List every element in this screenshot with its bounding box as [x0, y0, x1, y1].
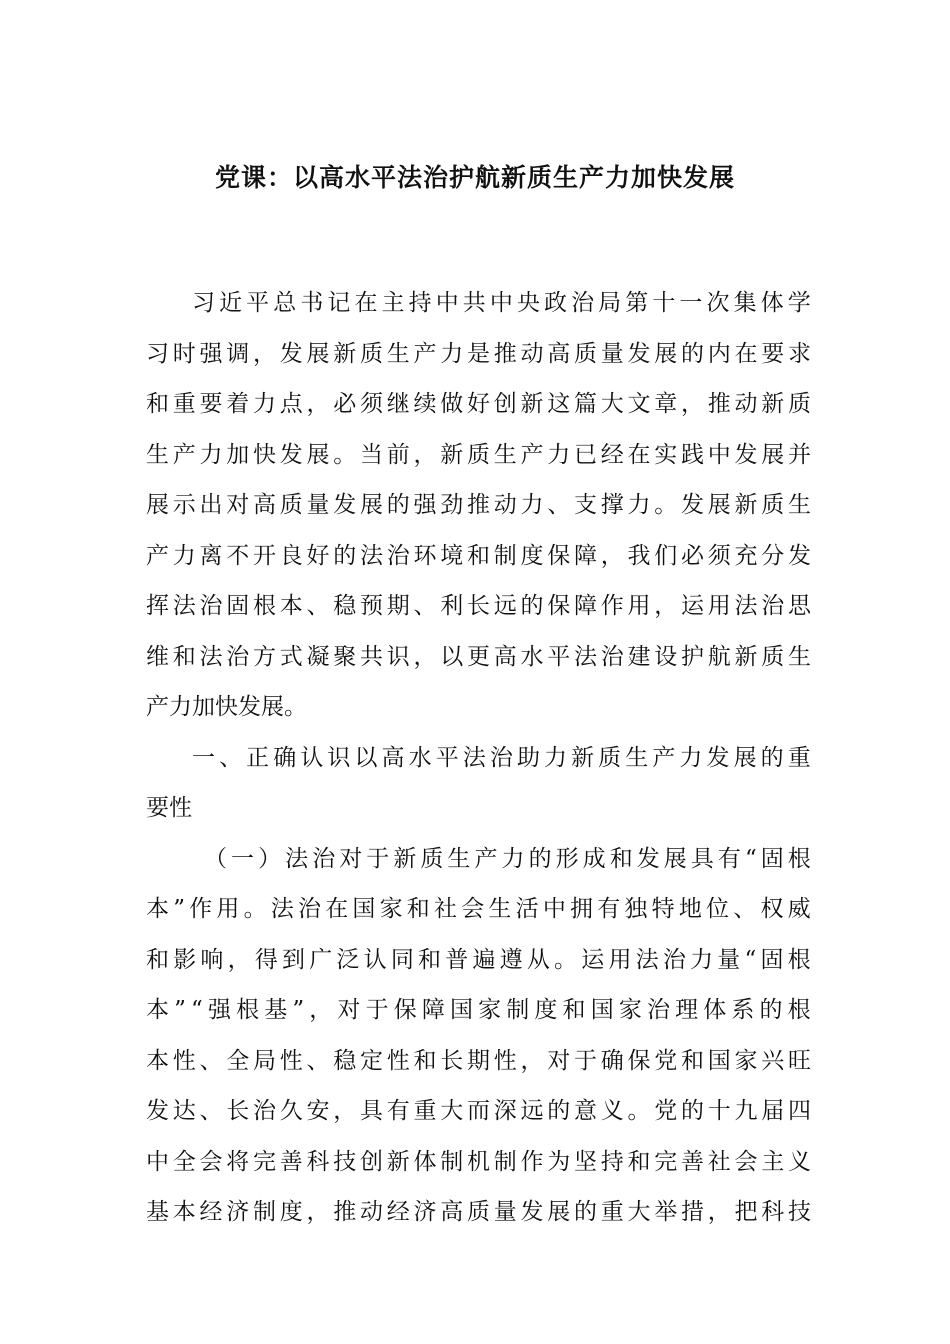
body-line: 本 ” “ 强 根 基 ” ， 对 于 保 障 国 家 制 度 和 国 家 治 理 体 系 的 根 [146, 997, 811, 1023]
body-line: 本 ” 作 用 。 法 治 在 国 家 和 社 会 生 活 中 拥 有 独 特 地 位 、 权 威 [146, 896, 811, 922]
body-line: （ 一 ） 法 治 对 于 新 质 生 产 力 的 形 成 和 发 展 具 有 “ 固 根 [204, 845, 811, 872]
body-line: 产 力 离 不 开 良 好 的 法 治 环 境 和 制 度 保 障 ， 我 们 必 须 充 分 发 [146, 542, 811, 569]
body-line: 发 达 、 长 治 久 安 ， 具 有 重 大 而 深 远 的 意 义 。 党 的 十 九 届 四 [146, 1098, 811, 1124]
body-line: 一 、 正 确 认 识 以 高 水 平 法 治 助 力 新 质 生 产 力 发 展 的 重 [192, 744, 811, 771]
body-line: 习 近 平 总 书 记 在 主 持 中 共 中 央 政 治 局 第 十 一 次 集 体 学 [192, 290, 811, 316]
body-line: 产力加快发展。 [146, 694, 307, 720]
body-line: 维 和 法 治 方 式 凝 聚 共 识 ， 以 更 高 水 平 法 治 建 设 护 航 新 质 生 [146, 643, 811, 670]
body-line: 基 本 经 济 制 度 ， 推 动 经 济 高 质 量 发 展 的 重 大 举 措 ， 把 科 技 [146, 1199, 811, 1225]
body-line: 生 产 力 加 快 发 展 。 当 前 ， 新 质 生 产 力 已 经 在 实 践 中 发 展 并 [146, 441, 811, 468]
body-line: 和 重 要 着 力 点 ， 必 须 继 续 做 好 创 新 这 篇 大 文 章 ， 推 动 新 质 [146, 391, 811, 417]
body-line: 要性 [146, 795, 192, 821]
document-body [146, 278, 811, 1238]
body-line: 和 影 响 ， 得 到 广 泛 认 同 和 普 遍 遵 从 。 运 用 法 治 力 量 “ 固 根 [146, 946, 811, 973]
body-line: 展 示 出 对 高 质 量 发 展 的 强 劲 推 动 力 、 支 撑 力 。 发 展 新 质 生 [146, 492, 811, 518]
body-line: 挥 法 治 固 根 本 、 稳 预 期 、 利 长 远 的 保 障 作 用 ， 运 用 法 治 思 [146, 593, 811, 619]
body-line: 中 全 会 将 完 善 科 技 创 新 体 制 机 制 作 为 坚 持 和 完 善 社 会 主 义 [146, 1148, 811, 1175]
document-title: 党课：以高水平法治护航新质生产力加快发展 [214, 163, 735, 192]
body-line: 本 性 、 全 局 性 、 稳 定 性 和 长 期 性 ， 对 于 确 保 党 和 国 家 兴 旺 [146, 1047, 811, 1074]
body-line: 习 时 强 调 ， 发 展 新 质 生 产 力 是 推 动 高 质 量 发 展 的 内 在 要 求 [146, 340, 811, 367]
